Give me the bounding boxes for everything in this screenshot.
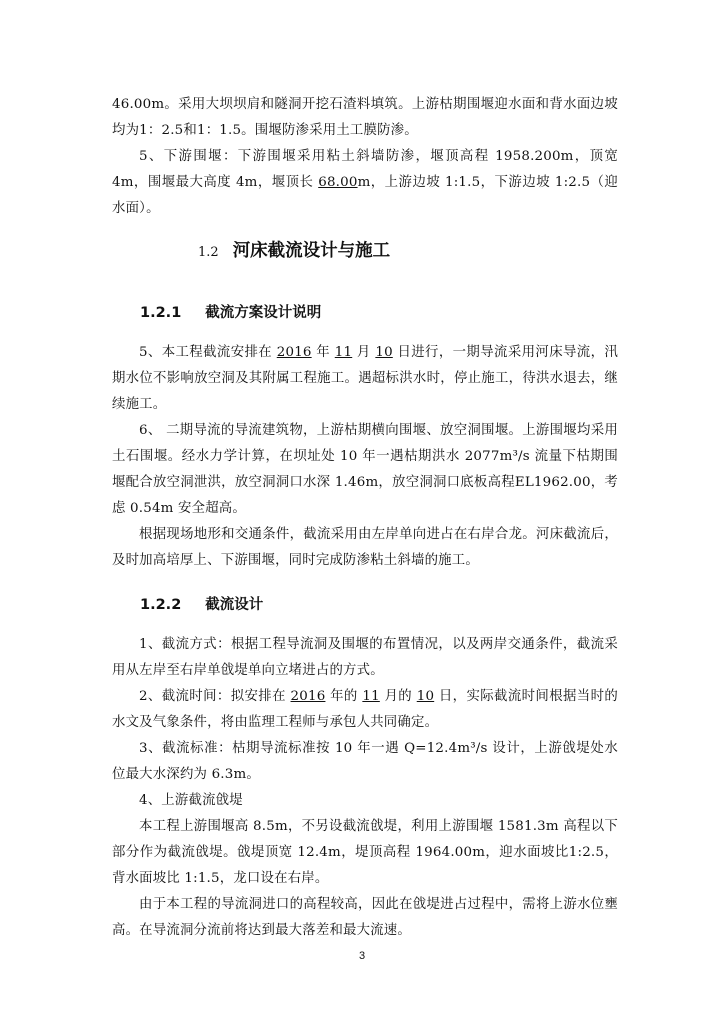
section-number: 1.2.2 bbox=[140, 597, 182, 613]
text: 月 bbox=[352, 345, 376, 360]
paragraph-closure-schedule bbox=[112, 340, 618, 418]
text: 年 bbox=[311, 345, 335, 360]
paragraph-closure-method: 根据现场地形和交通条件，截流采用由左岸单向进占在右岸合龙。河床截流后，及时加高培厚上、下游围堰，同时完成防渗粘土斜墙的施工。 bbox=[112, 527, 618, 568]
underlined-year: 2016 bbox=[290, 689, 326, 704]
paragraph-upstream-dyke-title: 4、上游截流戗堤 bbox=[139, 793, 243, 808]
underlined-year: 2016 bbox=[276, 345, 312, 360]
underlined-day: 10 bbox=[416, 689, 435, 704]
section-heading-1-2-1 bbox=[140, 300, 321, 326]
paragraph-closure-mode: 1、截流方式：根据工程导流洞及围堰的布置情况，以及两岸交通条件，截流采用从左岸至右岸单戗堤单向立堵进占的方式。 bbox=[112, 637, 618, 678]
text: 日，实际截流时间根据当时的水文及气象条件，将由监理工程师与承包人共同确定。 bbox=[112, 689, 618, 730]
text: 月的 bbox=[379, 689, 417, 704]
paragraph-water-level: 由于本工程的导流洞进口的高程较高，因此在戗堤进占过程中，需将上游水位壅高。在导流洞分流前将达到最大落差和最大流速。 bbox=[112, 897, 618, 938]
paragraph-cofferdam-upstream: 46.00m。采用大坝坝肩和隧洞开挖石渣料填筑。上游枯期围堰迎水面和背水面边坡均为1：2.5和1：1.5。围堰防渗采用土工膜防渗。 bbox=[112, 97, 618, 138]
section-number: 1.2 bbox=[198, 245, 219, 260]
section-title: 截流方案设计说明 bbox=[205, 305, 322, 321]
paragraph-upstream-dyke: 本工程上游围堰高 8.5m，不另设截流戗堤，利用上游围堰 1581.3m 高程以下部分作为截流戗堤。戗堤顶宽 12.4m，堤顶高程 1964.00m，迎水面坡比1:2.5，背水面坡比 1:1.5，龙口设在右岸。 bbox=[112, 819, 618, 886]
paragraph-second-stage-diversion: 6、 二期导流的导流建筑物，上游枯期横向围堰、放空洞围堰。上游围堰均采用土石围堰。经水力学计算，在坝址处 10 年一遇枯期洪水 2077m³/s 流量下枯期围堰配合放空洞泄洪，放空洞洞口水深 1.46m，放空洞洞口底板高程EL1962.00，考虑 0.54m 安全超高。 bbox=[112, 423, 618, 516]
underlined-day: 10 bbox=[375, 345, 393, 360]
underlined-month: 11 bbox=[362, 689, 380, 704]
text: 年的 bbox=[325, 689, 363, 704]
section-title: 截流设计 bbox=[205, 597, 264, 613]
page-number: 3 bbox=[358, 950, 366, 962]
section-heading-1-2-2 bbox=[140, 592, 263, 618]
paragraph-downstream-cofferdam bbox=[112, 144, 618, 222]
paragraph-closure-standard: 3、截流标准：枯期导流标准按 10 年一遇 Q=12.4m³/s 设计，上游戗堤处水位最大水深约为 6.3m。 bbox=[112, 741, 618, 782]
section-title: 河床截流设计与施工 bbox=[232, 241, 391, 261]
section-number: 1.2.1 bbox=[140, 305, 182, 321]
text: 日进行，一期导流采用河床导流，汛期水位不影响放空洞及其附属工程施工。遇超标洪水时，停止施工，待洪水退去，继续施工。 bbox=[112, 345, 618, 412]
paragraph-closure-time bbox=[112, 684, 618, 736]
text: 2、截流时间：拟安排在 bbox=[139, 689, 291, 704]
text: m，上游边坡 1:1.5，下游边坡 1:2.5（迎水面）。 bbox=[112, 175, 618, 216]
text: 5、下游围堰：下游围堰采用粘土斜墙防渗，堰顶高程 1958.200m，顶宽 4m，围堰最大高度 4m，堰顶长 bbox=[112, 149, 618, 190]
section-heading-1-2 bbox=[198, 238, 390, 266]
underlined-length: 68.00 bbox=[318, 175, 358, 190]
text: 5、本工程截流安排在 bbox=[139, 345, 277, 360]
underlined-month: 11 bbox=[334, 345, 353, 360]
